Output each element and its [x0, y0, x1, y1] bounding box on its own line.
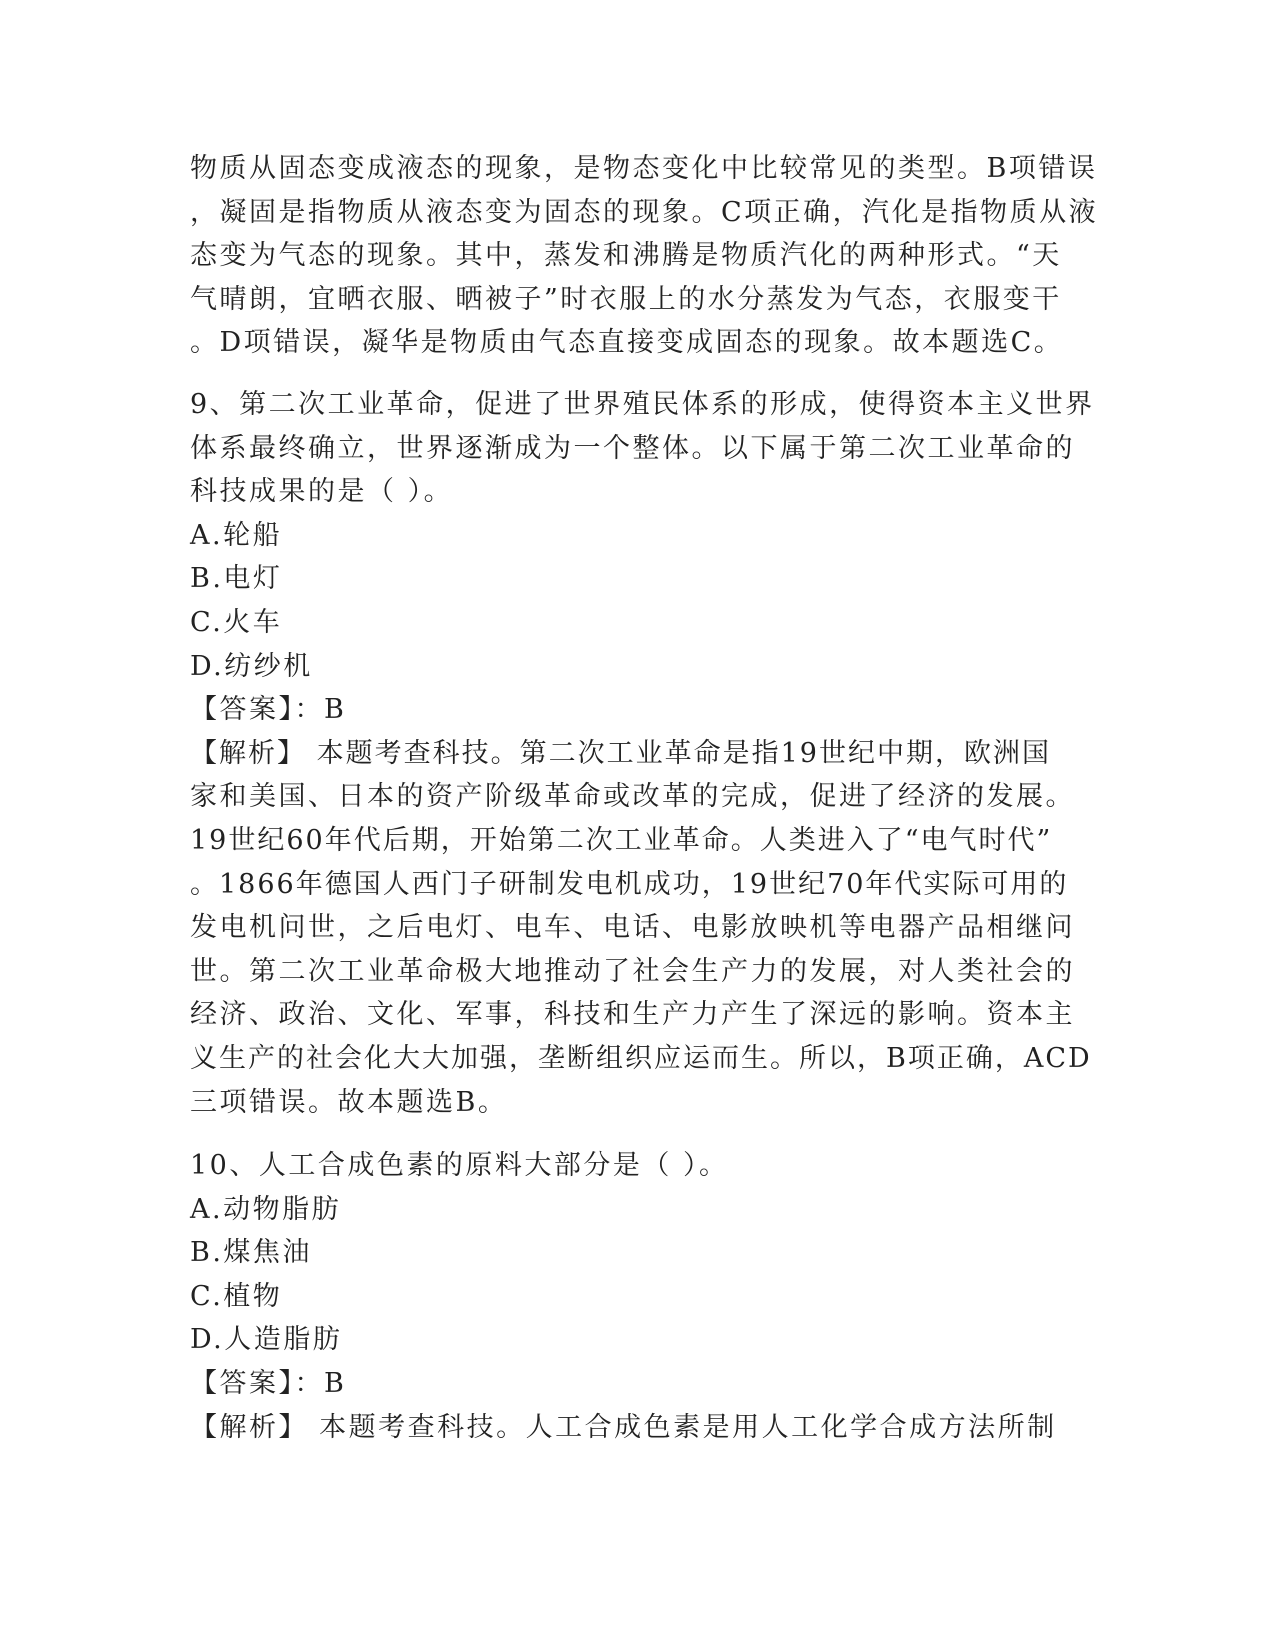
- analysis-line: 世。第二次工业革命极大地推动了社会生产力的发展，对人类社会的: [190, 955, 1075, 987]
- option-b: B.煤焦油: [190, 1237, 312, 1269]
- question-stem-line: 9、第二次工业革命，促进了世界殖民体系的形成，使得资本主义世界: [190, 389, 1095, 420]
- analysis-line: 19世纪60年代后期，开始第二次工业革命。人类进入了“电气时代”: [190, 824, 1053, 856]
- option-d: D.纺纱机: [190, 650, 313, 682]
- previous-question-explanation: [190, 147, 1099, 365]
- question-9: [190, 383, 1095, 1124]
- analysis-line: 【解析】 本题考查科技。人工合成色素是用人工化学合成方法所制: [190, 1411, 1057, 1443]
- option-d: D.人造脂肪: [190, 1324, 343, 1356]
- option-a: A.轮船: [190, 519, 283, 551]
- analysis-line: 经济、政治、文化、军事，科技和生产力产生了深远的影响。资本主: [190, 999, 1075, 1031]
- answer-line: 【答案】：B: [190, 1367, 347, 1399]
- analysis-line: 。1866年德国人西门子研制发电机成功，19世纪70年代实际可用的: [190, 868, 1069, 900]
- analysis-line: 家和美国、日本的资产阶级革命或改革的完成，促进了经济的发展。: [190, 781, 1075, 813]
- analysis-line: 义生产的社会化大大加强，垄断组织应运而生。所以，B项正确，ACD: [190, 1042, 1092, 1074]
- text-line: 态变为气态的现象。其中，蒸发和沸腾是物质汽化的两种形式。“天: [190, 240, 1062, 272]
- analysis-line: 发电机问世，之后电灯、电车、电话、电影放映机等电器产品相继问: [190, 912, 1075, 944]
- text-line: 。D项错误，凝华是物质由气态直接变成固态的现象。故本题选C。: [190, 327, 1064, 359]
- answer-line: 【答案】：B: [190, 694, 347, 726]
- analysis-line: 【解析】 本题考查科技。第二次工业革命是指19世纪中期，欧洲国: [190, 737, 1051, 769]
- question-10: [190, 1144, 1090, 1449]
- analysis-line: 三项错误。故本题选B。: [190, 1086, 508, 1118]
- text-line: 物质从固态变成液态的现象，是物态变化中比较常见的类型。B项错误: [190, 153, 1098, 184]
- option-c: C.植物: [190, 1280, 283, 1312]
- option-b: B.电灯: [190, 563, 283, 595]
- text-line: 气晴朗，宜晒衣服、晒被子”时衣服上的水分蒸发为气态，衣服变干: [190, 283, 1062, 315]
- text-line: ，凝固是指物质从液态变为固态的现象。C项正确，汽化是指物质从液: [190, 196, 1099, 228]
- option-a: A.动物脂肪: [190, 1193, 342, 1225]
- question-stem-line: 科技成果的是（ ）。: [190, 476, 454, 508]
- option-c: C.火车: [190, 606, 283, 638]
- question-stem-line: 体系最终确立，世界逐渐成为一个整体。以下属于第二次工业革命的: [190, 432, 1075, 464]
- question-stem-line: 10、人工合成色素的原料大部分是（ ）。: [190, 1150, 729, 1181]
